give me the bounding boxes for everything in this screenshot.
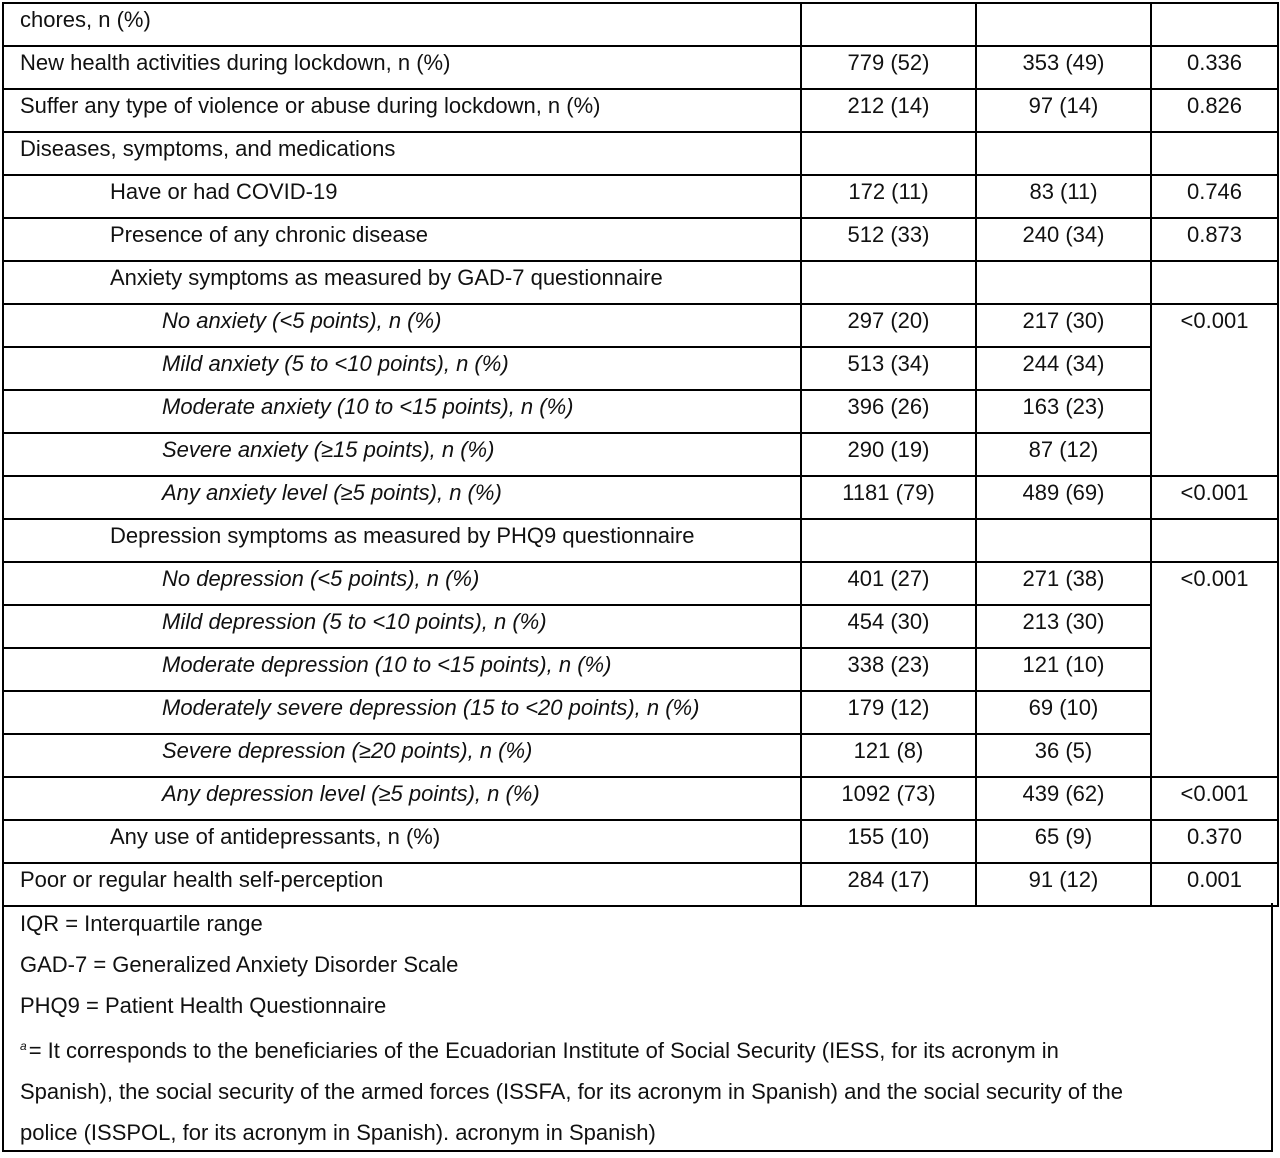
value-group-b <box>976 3 1151 46</box>
value-group-b: 36 (5) <box>976 734 1151 777</box>
table-row <box>3 863 1278 906</box>
row-label: Severe anxiety (≥15 points), n (%) <box>162 437 495 462</box>
row-label-cell <box>3 175 801 218</box>
results-table <box>2 2 1279 907</box>
row-label-cell <box>3 820 801 863</box>
footnote-text-2: Spanish), the social security of the armed forces (ISSFA, for its acronym in Spanish) and the social security of the <box>20 1079 1123 1104</box>
row-label-cell <box>3 605 801 648</box>
value-group-a: 290 (19) <box>801 433 976 476</box>
p-value: 0.746 <box>1151 175 1278 218</box>
value-group-a: 179 (12) <box>801 691 976 734</box>
value-group-b: 489 (69) <box>976 476 1151 519</box>
row-label-cell <box>3 562 801 605</box>
row-label: Moderate anxiety (10 to <15 points), n (%) <box>162 394 574 419</box>
p-value: <0.001 <box>1151 476 1278 519</box>
row-label: Any depression level (≥5 points), n (%) <box>162 781 540 806</box>
value-group-b: 213 (30) <box>976 605 1151 648</box>
value-group-b: 97 (14) <box>976 89 1151 132</box>
table-row <box>3 433 1278 476</box>
row-label-cell <box>3 218 801 261</box>
row-label: chores, n (%) <box>20 7 151 32</box>
value-group-a: 121 (8) <box>801 734 976 777</box>
table-row <box>3 820 1278 863</box>
value-group-a: 513 (34) <box>801 347 976 390</box>
value-group-a: 401 (27) <box>801 562 976 605</box>
value-group-b <box>976 132 1151 175</box>
row-label-cell <box>3 433 801 476</box>
p-value: <0.001 <box>1151 562 1278 777</box>
row-label-cell <box>3 261 801 304</box>
value-group-b: 217 (30) <box>976 304 1151 347</box>
p-value <box>1151 519 1278 562</box>
p-value: 0.826 <box>1151 89 1278 132</box>
value-group-b: 83 (11) <box>976 175 1151 218</box>
note-footnote-a <box>20 1026 1271 1071</box>
value-group-a: 512 (33) <box>801 218 976 261</box>
table-row <box>3 175 1278 218</box>
row-label: Any use of antidepressants, n (%) <box>110 824 441 849</box>
row-label: Mild depression (5 to <10 points), n (%) <box>162 609 547 634</box>
row-label-cell <box>3 347 801 390</box>
row-label: Mild anxiety (5 to <10 points), n (%) <box>162 351 509 376</box>
value-group-a: 338 (23) <box>801 648 976 691</box>
p-value: 0.873 <box>1151 218 1278 261</box>
p-value: 0.001 <box>1151 863 1278 906</box>
value-group-b: 240 (34) <box>976 218 1151 261</box>
table-body <box>3 3 1278 906</box>
table-row <box>3 261 1278 304</box>
value-group-a: 396 (26) <box>801 390 976 433</box>
table-row <box>3 734 1278 777</box>
row-label-cell <box>3 3 801 46</box>
table-row <box>3 218 1278 261</box>
table-row <box>3 89 1278 132</box>
row-label-cell <box>3 46 801 89</box>
footnote-text-3: police (ISSPOL, for its acronym in Spanish). acronym in Spanish) <box>20 1120 656 1145</box>
table-row <box>3 132 1278 175</box>
row-label-cell <box>3 476 801 519</box>
footnote-text-1: = It corresponds to the beneficiaries of the Ecuadorian Institute of Social Security (IESS, for its acronym in <box>28 1038 1059 1063</box>
row-label: Depression symptoms as measured by PHQ9 questionnaire <box>110 523 695 548</box>
value-group-a: 1092 (73) <box>801 777 976 820</box>
table-row <box>3 476 1278 519</box>
value-group-b: 271 (38) <box>976 562 1151 605</box>
row-label-cell <box>3 863 801 906</box>
note-phq9: PHQ9 = Patient Health Questionnaire <box>20 993 387 1018</box>
table-row <box>3 519 1278 562</box>
p-value <box>1151 261 1278 304</box>
table-row <box>3 777 1278 820</box>
row-label-cell <box>3 519 801 562</box>
value-group-b <box>976 261 1151 304</box>
value-group-b: 163 (23) <box>976 390 1151 433</box>
value-group-b: 65 (9) <box>976 820 1151 863</box>
row-label: Any anxiety level (≥5 points), n (%) <box>162 480 502 505</box>
value-group-b: 353 (49) <box>976 46 1151 89</box>
value-group-a <box>801 132 976 175</box>
value-group-a: 212 (14) <box>801 89 976 132</box>
row-label: Moderately severe depression (15 to <20 points), n (%) <box>162 695 700 720</box>
row-label-cell <box>3 304 801 347</box>
table-row <box>3 390 1278 433</box>
p-value <box>1151 132 1278 175</box>
table-row <box>3 562 1278 605</box>
row-label-cell <box>3 648 801 691</box>
table-notes <box>2 903 1273 1152</box>
value-group-a: 454 (30) <box>801 605 976 648</box>
row-label: Anxiety symptoms as measured by GAD-7 questionnaire <box>110 265 663 290</box>
row-label: Severe depression (≥20 points), n (%) <box>162 738 533 763</box>
value-group-b <box>976 519 1151 562</box>
p-value <box>1151 3 1278 46</box>
row-label: Have or had COVID-19 <box>110 179 338 204</box>
row-label: Suffer any type of violence or abuse during lockdown, n (%) <box>20 93 601 118</box>
row-label-cell <box>3 777 801 820</box>
row-label-cell <box>3 390 801 433</box>
table-row <box>3 691 1278 734</box>
value-group-a: 1181 (79) <box>801 476 976 519</box>
footnote-marker: a <box>20 1039 27 1053</box>
row-label-cell <box>3 691 801 734</box>
p-value: 0.336 <box>1151 46 1278 89</box>
value-group-b: 244 (34) <box>976 347 1151 390</box>
p-value: <0.001 <box>1151 304 1278 476</box>
table-row <box>3 46 1278 89</box>
value-group-b: 69 (10) <box>976 691 1151 734</box>
table-row <box>3 304 1278 347</box>
table-row <box>3 605 1278 648</box>
value-group-a: 155 (10) <box>801 820 976 863</box>
value-group-a: 172 (11) <box>801 175 976 218</box>
row-label: Poor or regular health self-perception <box>20 867 384 892</box>
row-label: Moderate depression (10 to <15 points), n (%) <box>162 652 612 677</box>
note-gad7: GAD-7 = Generalized Anxiety Disorder Scale <box>20 952 459 977</box>
row-label: New health activities during lockdown, n (%) <box>20 50 451 75</box>
value-group-a <box>801 519 976 562</box>
value-group-a <box>801 3 976 46</box>
row-label: No depression (<5 points), n (%) <box>162 566 480 591</box>
value-group-b: 87 (12) <box>976 433 1151 476</box>
row-label: No anxiety (<5 points), n (%) <box>162 308 442 333</box>
row-label: Presence of any chronic disease <box>110 222 428 247</box>
value-group-a: 779 (52) <box>801 46 976 89</box>
value-group-a <box>801 261 976 304</box>
p-value: 0.370 <box>1151 820 1278 863</box>
row-label: Diseases, symptoms, and medications <box>20 136 396 161</box>
p-value: <0.001 <box>1151 777 1278 820</box>
table-row <box>3 648 1278 691</box>
value-group-a: 284 (17) <box>801 863 976 906</box>
row-label-cell <box>3 89 801 132</box>
value-group-a: 297 (20) <box>801 304 976 347</box>
value-group-b: 439 (62) <box>976 777 1151 820</box>
table-row <box>3 347 1278 390</box>
row-label-cell <box>3 734 801 777</box>
row-label-cell <box>3 132 801 175</box>
value-group-b: 121 (10) <box>976 648 1151 691</box>
value-group-b: 91 (12) <box>976 863 1151 906</box>
table-row <box>3 3 1278 46</box>
note-iqr: IQR = Interquartile range <box>20 911 263 936</box>
